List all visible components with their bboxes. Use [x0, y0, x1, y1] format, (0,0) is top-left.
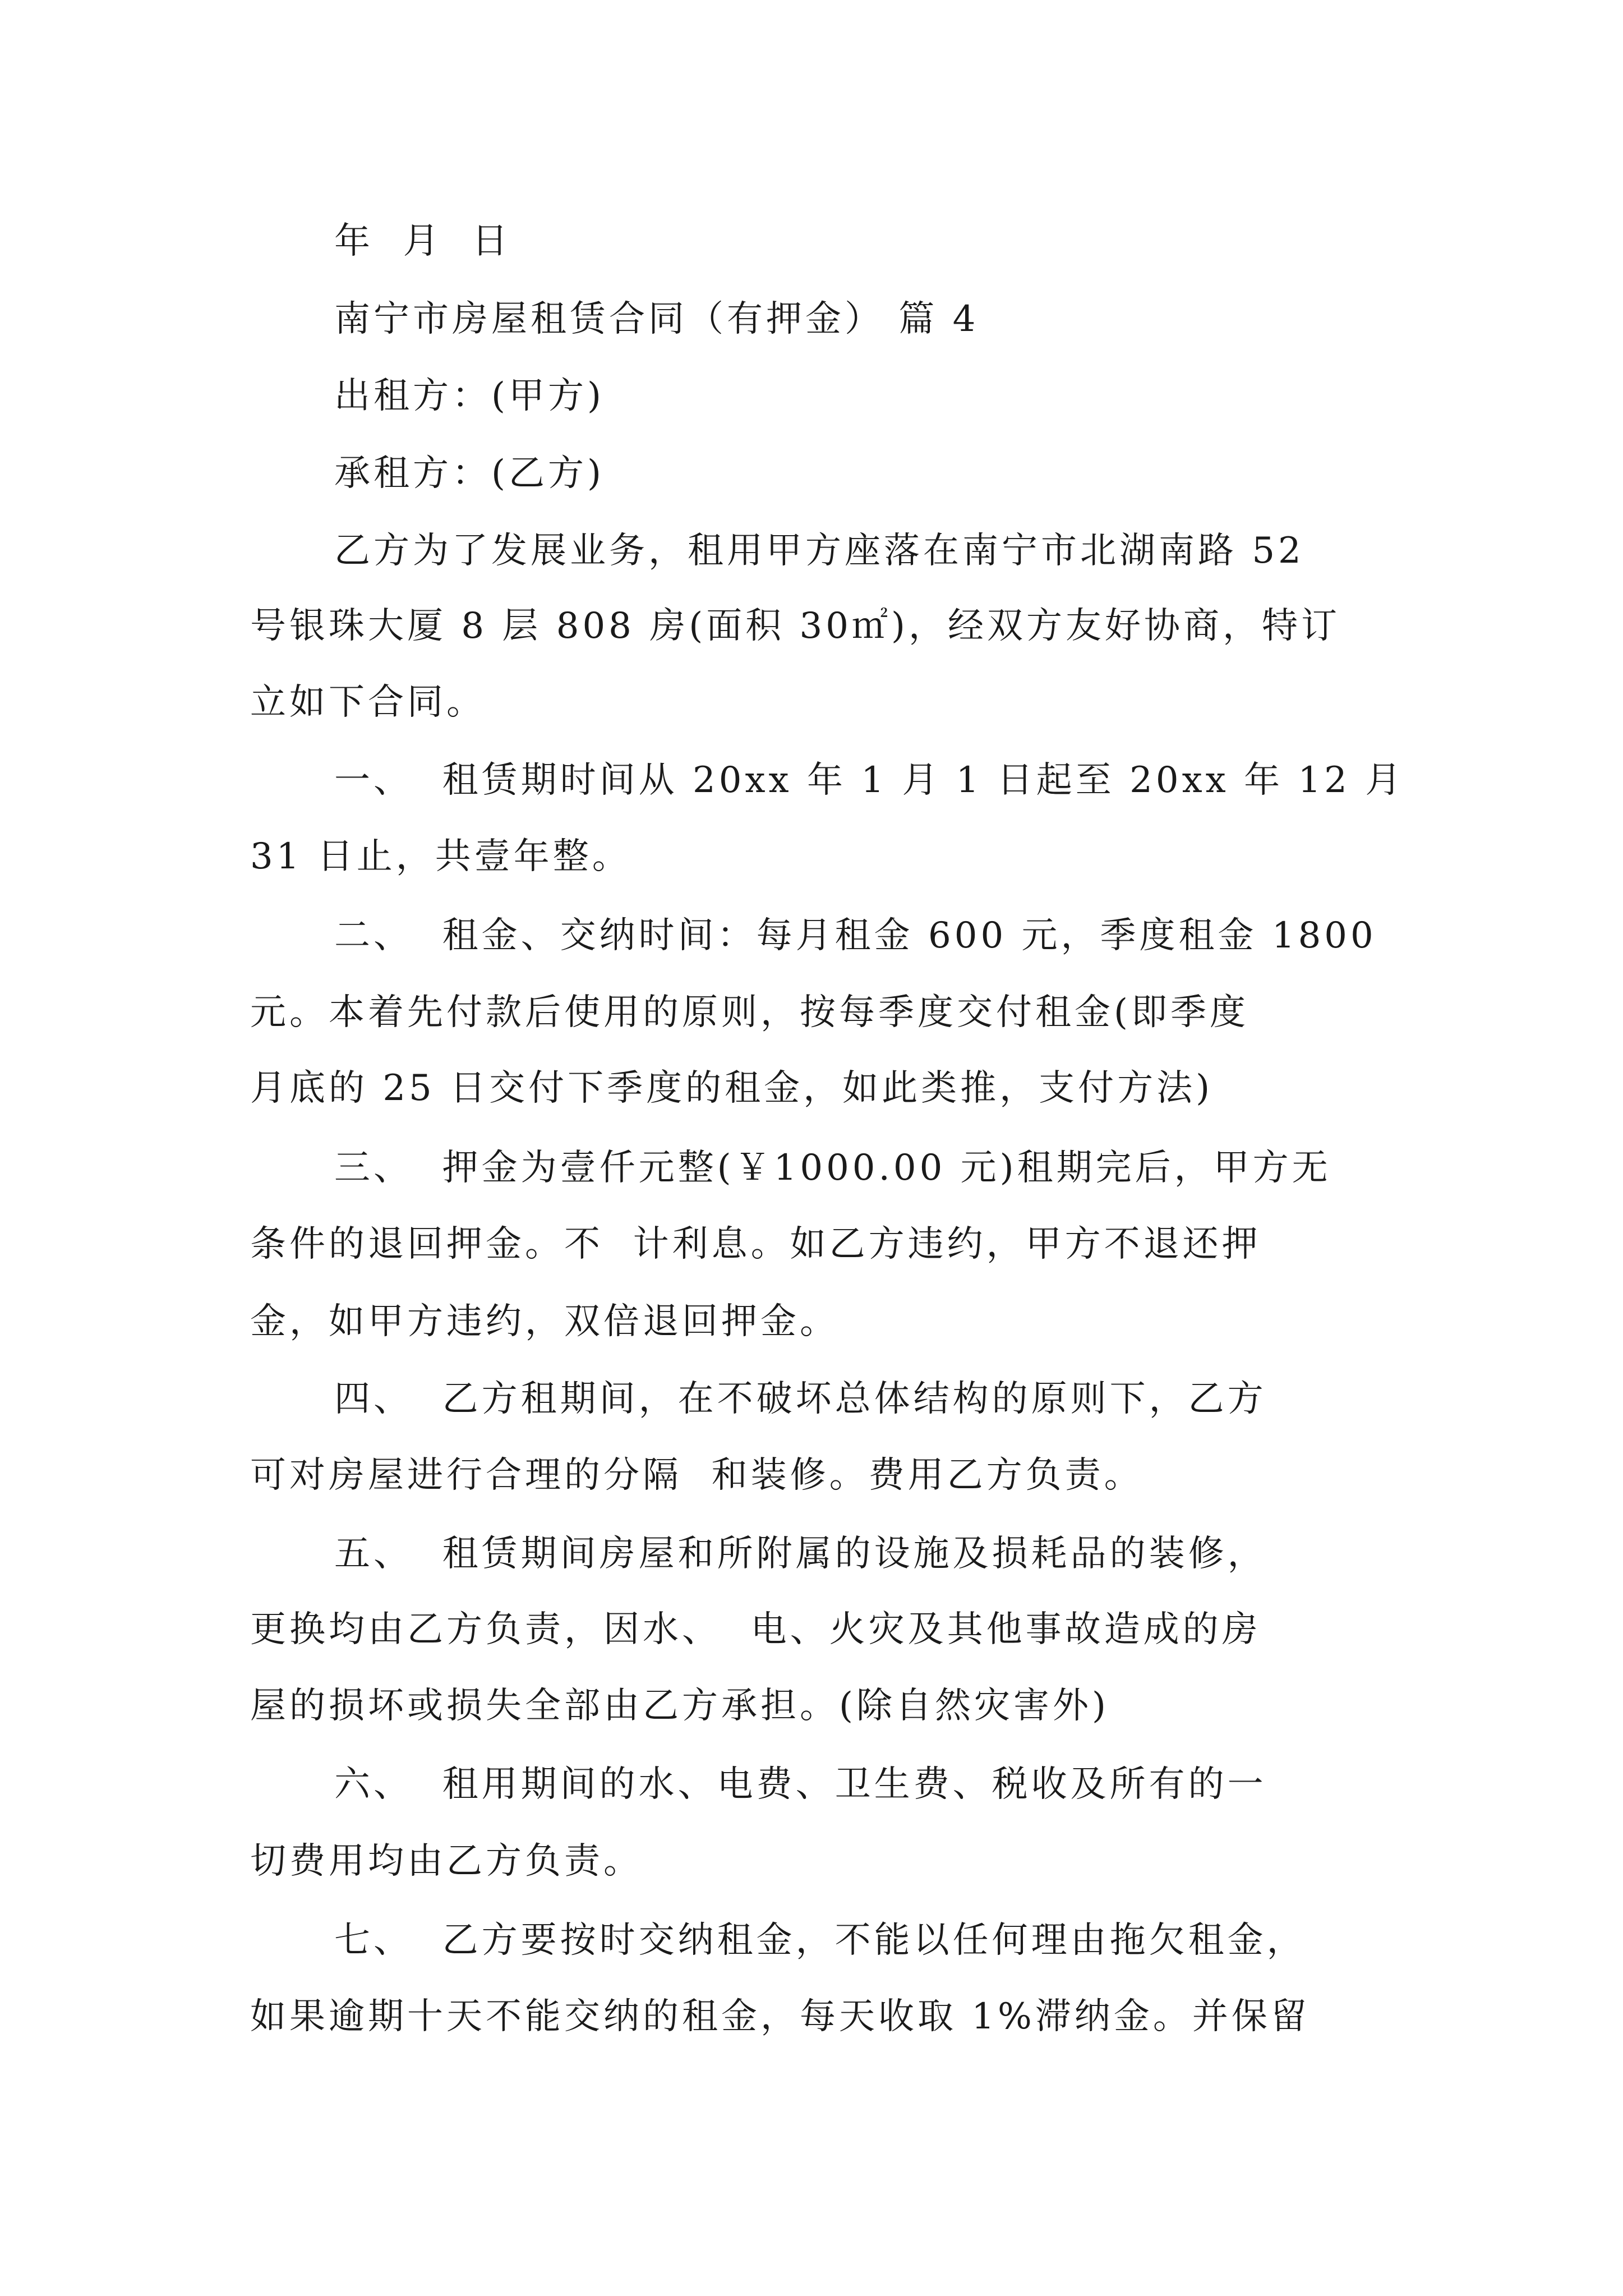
- clause-5-line-1: 五、 租赁期间房屋和所附属的设施及损耗品的装修，: [334, 1533, 1267, 1575]
- clause-4-line-1: 四、 乙方租期间，在不破坏总体结构的原则下，乙方: [334, 1378, 1267, 1420]
- clause-3-line-2: 条件的退回押金。不 计利息。如乙方违约，甲方不退还押: [250, 1223, 1261, 1265]
- clause-6-line-1: 六、 租用期间的水、电费、卫生费、税收及所有的一: [334, 1764, 1267, 1805]
- lessee-line: 承租方：(乙方): [334, 453, 605, 494]
- clause-2-line-2: 元。本着先付款后使用的原则，按每季度交付租金(即季度: [250, 992, 1249, 1033]
- clause-1-line-1: 一、 租赁期时间从 20xx 年 1 月 1 日起至 20xx 年 12 月: [334, 760, 1405, 801]
- document-heading: 南宁市房屋租赁合同（有押金） 篇 4: [334, 298, 979, 340]
- clause-1-line-2: 31 日止，共壹年整。: [250, 836, 631, 877]
- clause-3-line-3: 金，如甲方违约，双倍退回押金。: [250, 1301, 839, 1342]
- clause-4-line-2: 可对房屋进行合理的分隔 和装修。费用乙方负责。: [250, 1455, 1144, 1496]
- clause-7-line-1: 七、 乙方要按时交纳租金，不能以任何理由拖欠租金，: [334, 1920, 1306, 1961]
- clause-2-line-1: 二、 租金、交纳时间：每月租金 600 元，季度租金 1800: [334, 915, 1377, 956]
- clause-5-line-3: 屋的损坏或损失全部由乙方承担。(除自然灾害外): [250, 1685, 1109, 1727]
- intro-line-3: 立如下合同。: [250, 682, 486, 723]
- clause-6-line-2: 切费用均由乙方负责。: [250, 1841, 643, 1882]
- date-line: 年 月 日: [334, 220, 511, 262]
- clause-2-line-3: 月底的 25 日交付下季度的租金，如此类推，支付方法): [250, 1068, 1214, 1109]
- clause-3-line-1: 三、 押金为壹仟元整(￥1000.00 元)租期完后，甲方无: [334, 1147, 1331, 1189]
- intro-line-2: 号银珠大厦 8 层 808 房(面积 30㎡)，经双方友好协商，特订: [250, 605, 1340, 647]
- clause-7-line-2: 如果逾期十天不能交纳的租金，每天收取 1%滞纳金。并保留: [250, 1996, 1310, 2037]
- clause-5-line-2: 更换均由乙方负责，因水、 电、火灾及其他事故造成的房: [250, 1609, 1261, 1650]
- lessor-line: 出租方：(甲方): [334, 375, 605, 417]
- intro-line-1: 乙方为了发展业务，租用甲方座落在南宁市北湖南路 52: [334, 530, 1304, 572]
